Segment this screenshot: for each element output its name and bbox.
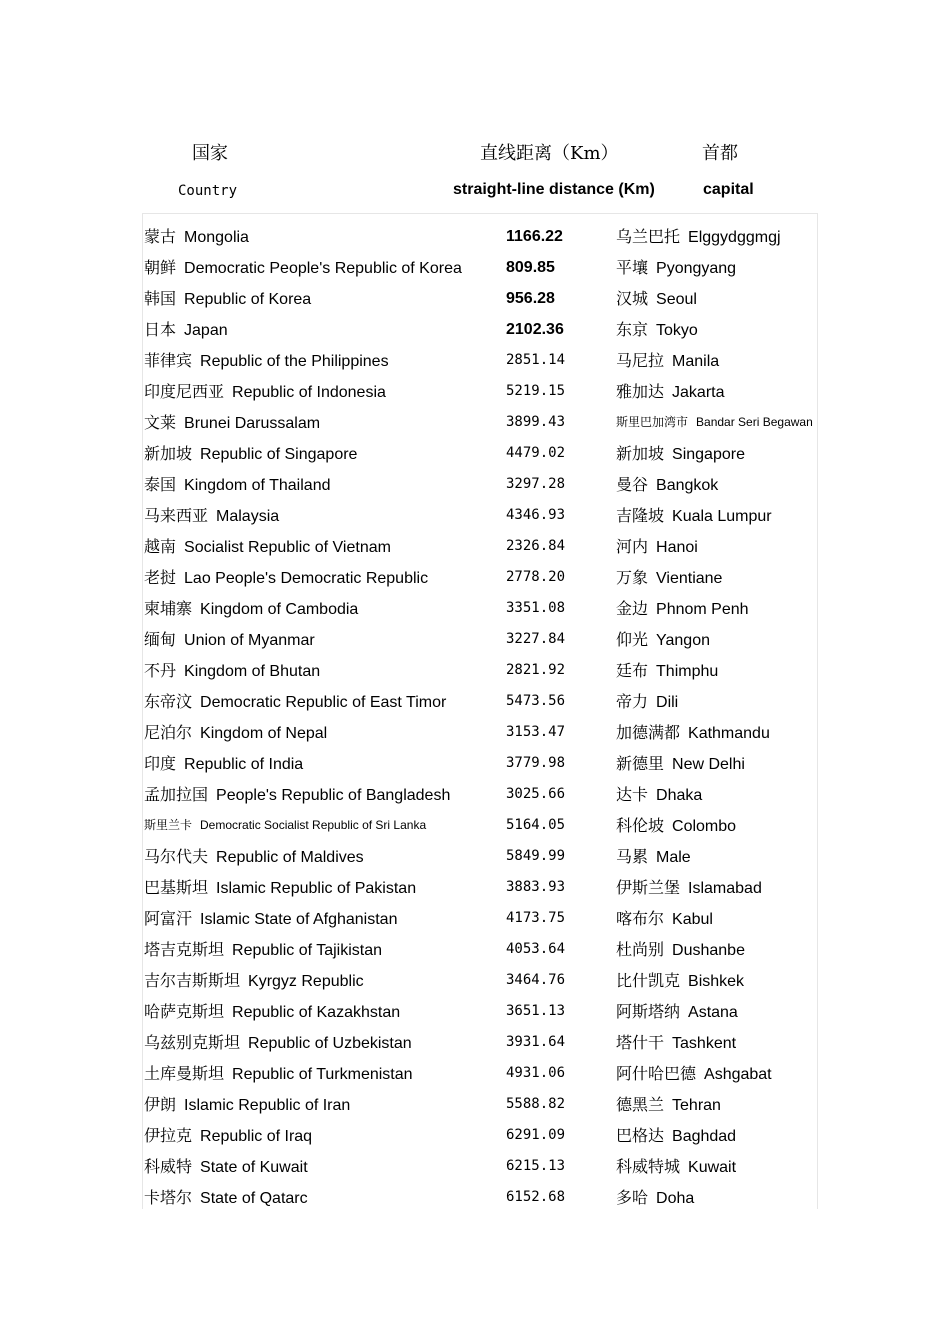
distance-cell: 3297.28 [506, 476, 566, 492]
capital-name-en: Vientiane [656, 570, 723, 587]
capital-name-cn: 马尼拉 [616, 351, 665, 370]
capital-name-cn: 达卡 [616, 785, 649, 804]
country-name-cn: 老挝 [144, 568, 177, 587]
capital-name-en: Dili [656, 694, 679, 711]
capital-name-en: Thimphu [656, 663, 719, 680]
country-name-en: Republic of Singapore [200, 446, 358, 463]
country-name-cn: 卡塔尔 [144, 1188, 193, 1207]
country-name-en: Democratic Socialist Republic of Sri Lanka [200, 818, 427, 832]
country-cell [144, 748, 303, 780]
country-name-en: Republic of Turkmenistan [232, 1066, 413, 1083]
country-name-en: Kingdom of Thailand [184, 477, 331, 494]
capital-name-cn: 马累 [616, 847, 649, 866]
country-cell [144, 593, 358, 625]
capital-name-cn: 科威特城 [616, 1157, 681, 1176]
capital-name-en: Hanoi [656, 539, 698, 556]
country-name-en: Japan [184, 322, 228, 339]
country-cell [144, 531, 391, 563]
country-name-en: Socialist Republic of Vietnam [184, 539, 391, 556]
country-name-en: State of Kuwait [200, 1159, 308, 1176]
capital-name-en: Kuala Lumpur [672, 508, 772, 525]
table-row [144, 500, 816, 531]
capital-name-cn: 吉隆坡 [616, 506, 665, 525]
country-cell [144, 686, 446, 718]
capital-cell [616, 903, 713, 935]
table-row [144, 345, 816, 376]
country-name-cn: 巴基斯坦 [144, 878, 209, 897]
capital-name-en: Male [656, 849, 691, 866]
distance-cell: 5219.15 [506, 383, 566, 399]
capital-cell [616, 221, 781, 253]
table-row [144, 407, 816, 438]
table-row [144, 965, 816, 996]
capital-name-en: Kathmandu [688, 725, 770, 742]
capital-name-cn: 斯里巴加湾市 [616, 415, 689, 429]
country-cell [144, 1089, 350, 1121]
country-name-cn: 孟加拉国 [144, 785, 209, 804]
country-name-cn: 尼泊尔 [144, 723, 193, 742]
capital-name-en: Tashkent [672, 1035, 737, 1052]
country-cell [144, 1058, 413, 1090]
country-name-en: Kingdom of Nepal [200, 725, 328, 742]
table-row [144, 376, 816, 407]
table-row [144, 1182, 816, 1213]
capital-name-cn: 科伦坡 [616, 816, 665, 835]
distance-cell: 3899.43 [506, 414, 566, 430]
country-name-en: Republic of the Philippines [200, 353, 389, 370]
capital-name-en: Elggydggmgj [688, 229, 781, 246]
capital-cell [616, 779, 702, 811]
capital-name-cn: 阿斯塔纳 [616, 1002, 681, 1021]
country-name-en: Republic of Tajikistan [232, 942, 383, 959]
country-name-en: Malaysia [216, 508, 280, 525]
distance-cell: 3227.84 [506, 631, 566, 647]
table-row [144, 841, 816, 872]
capital-cell [616, 934, 745, 966]
table-row [144, 1120, 816, 1151]
country-name-en: Republic of Kazakhstan [232, 1004, 401, 1021]
country-cell [144, 469, 330, 501]
capital-cell [616, 655, 718, 687]
capital-name-cn: 曼谷 [616, 475, 649, 494]
capital-name-en: Tokyo [656, 322, 698, 339]
capital-name-cn: 阿什哈巴德 [616, 1064, 697, 1083]
country-name-en: Islamic State of Afghanistan [200, 911, 398, 928]
table-row [144, 748, 816, 779]
country-name-en: State of Qatarc [200, 1190, 308, 1207]
country-cell [144, 314, 228, 346]
capital-name-cn: 廷布 [616, 661, 649, 680]
capital-name-en: Colombo [672, 818, 737, 835]
capital-name-en: Dhaka [656, 787, 703, 804]
capital-name-en: Pyongyang [656, 260, 737, 277]
capital-name-en: Bangkok [656, 477, 719, 494]
country-cell [144, 438, 357, 470]
country-name-cn: 东帝汶 [144, 692, 193, 711]
country-name-cn: 吉尔吉斯斯坦 [144, 971, 241, 990]
country-name-en: Republic of Maldives [216, 849, 364, 866]
distance-cell: 809.85 [506, 259, 555, 276]
country-name-cn: 泰国 [144, 475, 177, 494]
distance-cell: 3025.66 [506, 786, 566, 802]
country-cell [144, 283, 311, 315]
country-cell [144, 934, 382, 966]
table-row [144, 1089, 816, 1120]
distance-cell: 2326.84 [506, 538, 566, 554]
country-name-cn: 缅甸 [144, 630, 177, 649]
capital-name-en: Singapore [672, 446, 745, 463]
capital-cell [616, 996, 738, 1028]
capital-name-cn: 平壤 [616, 258, 649, 277]
country-name-cn: 菲律宾 [144, 351, 193, 370]
table-row [144, 562, 816, 593]
country-cell [144, 345, 389, 377]
country-cell [144, 655, 320, 687]
header-distance-en: straight-line distance (Km) [453, 181, 655, 198]
country-cell [144, 562, 428, 594]
capital-name-en: Yangon [656, 632, 710, 649]
capital-cell [616, 531, 698, 563]
capital-cell [616, 438, 745, 470]
capital-name-cn: 巴格达 [616, 1126, 665, 1145]
capital-name-cn: 杜尚别 [616, 940, 665, 959]
capital-name-en: Doha [656, 1190, 695, 1207]
capital-cell [616, 469, 718, 501]
capital-cell [616, 717, 770, 749]
country-name-en: Republic of India [184, 756, 304, 773]
capital-cell [616, 748, 745, 780]
country-name-cn: 塔吉克斯坦 [144, 940, 225, 959]
capital-cell [616, 593, 749, 625]
country-name-cn: 不丹 [144, 661, 177, 680]
country-cell [144, 872, 416, 904]
capital-cell [616, 1151, 736, 1183]
capital-cell [616, 283, 697, 315]
capital-cell [616, 314, 698, 346]
capital-name-cn: 多哈 [616, 1188, 649, 1207]
country-name-cn: 斯里兰卡 [144, 818, 193, 832]
distance-cell: 4053.64 [506, 941, 566, 957]
country-name-cn: 印度尼西亚 [144, 382, 225, 401]
distance-cell: 3153.47 [506, 724, 566, 740]
header-capital-cn: 首都 [702, 143, 738, 164]
distance-cell: 3931.64 [506, 1034, 566, 1050]
table-row [144, 593, 816, 624]
table-row [144, 686, 816, 717]
country-name-cn: 伊朗 [144, 1095, 177, 1114]
capital-name-en: Bishkek [688, 973, 745, 990]
table-row [144, 283, 816, 314]
country-cell [144, 841, 364, 873]
distance-cell: 5849.99 [506, 848, 566, 864]
distance-cell: 3651.13 [506, 1003, 566, 1019]
capital-name-cn: 喀布尔 [616, 909, 665, 928]
country-name-cn: 乌兹别克斯坦 [144, 1033, 241, 1052]
capital-name-en: Astana [688, 1004, 738, 1021]
capital-cell [616, 686, 678, 718]
table-row [144, 469, 816, 500]
capital-cell [616, 965, 744, 997]
distance-cell: 2778.20 [506, 569, 566, 585]
capital-name-cn: 雅加达 [616, 382, 665, 401]
table-row [144, 655, 816, 686]
country-cell [144, 221, 249, 253]
table-row [144, 1151, 816, 1182]
capital-name-en: Manila [672, 353, 720, 370]
capital-name-en: Kuwait [688, 1159, 737, 1176]
country-name-cn: 韩国 [144, 289, 177, 308]
capital-name-en: Kabul [672, 911, 713, 928]
country-cell [144, 1120, 312, 1152]
distance-cell: 3464.76 [506, 972, 566, 988]
country-cell [144, 1151, 308, 1183]
country-cell [144, 407, 320, 439]
country-cell [144, 779, 450, 811]
country-name-en: Brunei Darussalam [184, 415, 321, 432]
table-row [144, 1058, 816, 1089]
capital-cell [616, 810, 736, 842]
table-row [144, 252, 816, 283]
capital-cell [616, 841, 691, 873]
header-country-cn: 国家 [192, 143, 228, 164]
table-row [144, 903, 816, 934]
capital-cell [616, 376, 724, 408]
capital-name-en: Phnom Penh [656, 601, 749, 618]
country-name-cn: 越南 [144, 537, 177, 556]
capital-name-cn: 万象 [616, 568, 649, 587]
capital-name-en: Seoul [656, 291, 697, 308]
capital-name-cn: 伊斯兰堡 [616, 878, 681, 897]
distance-cell: 4346.93 [506, 507, 566, 523]
table-row [144, 221, 816, 252]
distance-cell: 2102.36 [506, 321, 564, 338]
country-name-en: Democratic Republic of East Timor [200, 694, 447, 711]
table-row [144, 810, 816, 841]
capital-cell [616, 872, 762, 904]
capital-name-en: Dushanbe [672, 942, 745, 959]
country-name-en: Kingdom of Bhutan [184, 663, 321, 680]
country-name-cn: 文莱 [144, 413, 177, 432]
capital-name-cn: 帝力 [616, 692, 649, 711]
capital-name-cn: 仰光 [616, 630, 649, 649]
capital-cell [616, 345, 719, 377]
country-name-cn: 印度 [144, 754, 177, 773]
table-row [144, 717, 816, 748]
table-row [144, 531, 816, 562]
country-name-cn: 新加坡 [144, 444, 193, 463]
country-name-cn: 科威特 [144, 1157, 193, 1176]
capital-name-cn: 德黑兰 [616, 1095, 665, 1114]
capital-cell [616, 1120, 736, 1152]
table-row [144, 934, 816, 965]
distance-cell: 4173.75 [506, 910, 566, 926]
header-country-en: Country [178, 183, 238, 199]
table-row [144, 996, 816, 1027]
distance-cell: 6215.13 [506, 1158, 566, 1174]
capital-name-cn: 汉城 [616, 289, 649, 308]
country-cell [144, 810, 426, 841]
country-name-en: Lao People's Democratic Republic [184, 570, 429, 587]
distance-cell: 2821.92 [506, 662, 566, 678]
table-row [144, 1027, 816, 1058]
capital-cell [616, 252, 736, 284]
distance-cell: 3883.93 [506, 879, 566, 895]
capital-cell [616, 1027, 736, 1059]
country-name-en: Mongolia [184, 229, 249, 246]
capital-name-cn: 加德满都 [616, 723, 681, 742]
table-row [144, 314, 816, 345]
distance-cell: 5164.05 [506, 817, 566, 833]
capital-cell [616, 1089, 721, 1121]
country-cell [144, 376, 386, 408]
distance-cell: 3351.08 [506, 600, 566, 616]
capital-name-en: Bandar Seri Begawan [696, 415, 813, 429]
country-cell [144, 717, 327, 749]
country-name-cn: 阿富汗 [144, 909, 193, 928]
country-cell [144, 903, 397, 935]
country-name-cn: 朝鲜 [144, 258, 177, 277]
table-row [144, 624, 816, 655]
capital-name-en: Ashgabat [704, 1066, 772, 1083]
distance-cell: 5473.56 [506, 693, 566, 709]
capital-name-en: New Delhi [672, 756, 745, 773]
capital-cell [616, 624, 710, 656]
country-name-en: Republic of Iraq [200, 1128, 313, 1145]
country-cell [144, 252, 462, 284]
country-name-en: Kyrgyz Republic [248, 973, 364, 990]
capital-cell [616, 500, 772, 532]
capital-name-cn: 河内 [616, 537, 649, 556]
country-cell [144, 965, 364, 997]
distance-cell: 4479.02 [506, 445, 566, 461]
capital-name-cn: 乌兰巴托 [616, 227, 681, 246]
capital-name-cn: 新德里 [616, 754, 665, 773]
country-name-en: People's Republic of Bangladesh [216, 787, 451, 804]
capital-cell [616, 562, 722, 594]
country-name-cn: 马来西亚 [144, 506, 209, 525]
country-name-en: Republic of Indonesia [232, 384, 386, 401]
capital-cell [616, 1058, 772, 1090]
country-name-en: Republic of Uzbekistan [248, 1035, 412, 1052]
capital-name-en: Islamabad [688, 880, 762, 897]
capital-name-cn: 塔什干 [616, 1033, 665, 1052]
distance-cell: 2851.14 [506, 352, 566, 368]
capital-name-cn: 金边 [616, 599, 649, 618]
distance-cell: 6152.68 [506, 1189, 566, 1205]
capital-cell [616, 1182, 694, 1214]
header-distance-cn: 直线距离（Km） [480, 143, 619, 164]
table-row [144, 872, 816, 903]
capital-name-cn: 新加坡 [616, 444, 665, 463]
country-cell [144, 624, 315, 656]
distance-cell: 1166.22 [506, 228, 563, 245]
table-row [144, 779, 816, 810]
capital-cell [616, 407, 813, 438]
country-name-cn: 伊拉克 [144, 1126, 193, 1145]
country-cell [144, 1027, 412, 1059]
capital-name-cn: 东京 [616, 320, 649, 339]
country-name-cn: 哈萨克斯坦 [144, 1002, 225, 1021]
country-name-en: Islamic Republic of Pakistan [216, 880, 417, 897]
capital-name-en: Jakarta [672, 384, 725, 401]
country-cell [144, 500, 279, 532]
country-cell [144, 1182, 308, 1214]
country-name-cn: 日本 [144, 320, 177, 339]
country-name-en: Kingdom of Cambodia [200, 601, 359, 618]
country-name-cn: 柬埔寨 [144, 599, 193, 618]
capital-name-en: Baghdad [672, 1128, 737, 1145]
country-name-cn: 蒙古 [144, 227, 177, 246]
capital-name-cn: 比什凯克 [616, 971, 681, 990]
distance-cell: 6291.09 [506, 1127, 566, 1143]
country-name-cn: 土库曼斯坦 [144, 1064, 225, 1083]
country-name-en: Union of Myanmar [184, 632, 315, 649]
country-cell [144, 996, 400, 1028]
table-row [144, 438, 816, 469]
country-name-en: Democratic People's Republic of Korea [184, 260, 462, 277]
distance-cell: 3779.98 [506, 755, 566, 771]
header-capital-en: capital [703, 181, 754, 198]
distance-cell: 4931.06 [506, 1065, 566, 1081]
country-name-en: Republic of Korea [184, 291, 312, 308]
capital-name-en: Tehran [672, 1097, 721, 1114]
distance-cell: 5588.82 [506, 1096, 566, 1112]
distance-cell: 956.28 [506, 290, 555, 307]
country-name-en: Islamic Republic of Iran [184, 1097, 351, 1114]
country-name-cn: 马尔代夫 [144, 847, 209, 866]
